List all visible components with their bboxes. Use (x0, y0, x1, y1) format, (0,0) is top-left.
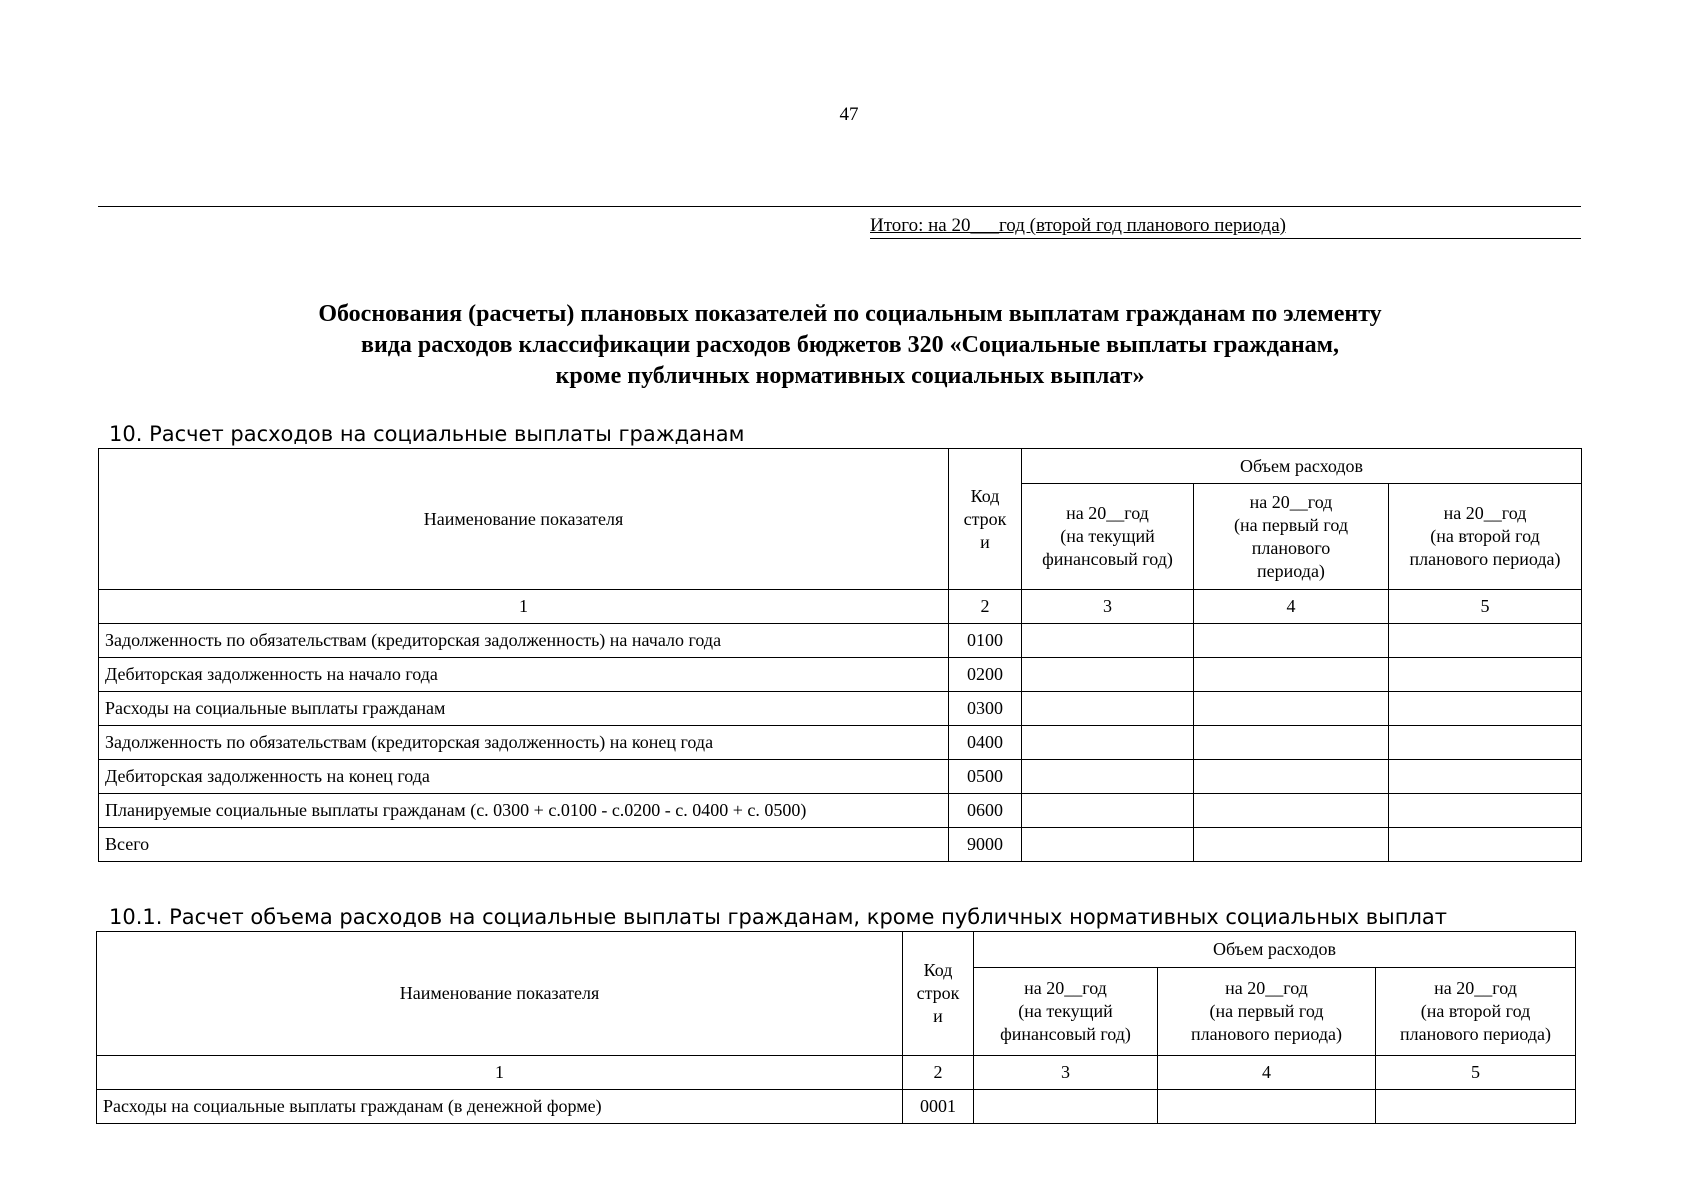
section-10-1-heading: 10.1. Расчет объема расходов на социальные выплаты гражданам, кроме публичных нормативных социальных выплат (109, 905, 1448, 929)
header-col-3-line-3: финансовый год) (1042, 549, 1173, 569)
value-cell[interactable] (1389, 692, 1582, 726)
row-code: 0200 (949, 658, 1022, 692)
title-line-1: Обоснования (расчеты) плановых показателей по социальным выплатам гражданам по элементу (318, 301, 1382, 327)
table-row (99, 794, 1582, 828)
header-code-line-1: Код (923, 960, 953, 980)
row-name: Дебиторская задолженность на начало года (99, 658, 949, 692)
column-number: 1 (97, 1056, 903, 1090)
header-col-4-line-2: (на первый год (1233, 514, 1349, 535)
header-code-line-3: и (933, 1006, 943, 1026)
header-col-3-line-2: (на текущий (1060, 526, 1155, 546)
value-cell[interactable] (1022, 624, 1194, 658)
row-code: 0300 (949, 692, 1022, 726)
value-cell[interactable] (1158, 1090, 1376, 1124)
header-name: Наименование показателя (99, 449, 949, 590)
header-col-5 (1376, 968, 1576, 1056)
column-number: 3 (1022, 590, 1194, 624)
section-10-heading: 10. Расчет расходов на социальные выплаты гражданам (109, 422, 745, 446)
table-row (99, 726, 1582, 760)
value-cell[interactable] (1194, 658, 1389, 692)
table-row (99, 624, 1582, 658)
column-number: 2 (949, 590, 1022, 624)
header-code-line-2: строк (963, 508, 1007, 529)
header-col-3 (1022, 484, 1194, 590)
value-cell[interactable] (1194, 624, 1389, 658)
header-name: Наименование показателя (97, 932, 903, 1056)
column-numbers-row (97, 1056, 1576, 1090)
column-number: 4 (1194, 590, 1389, 624)
header-col-4-line-2: (на первый год (1209, 1001, 1324, 1021)
table-row (99, 658, 1582, 692)
header-col-3-line-2: (на текущий (1018, 1001, 1113, 1021)
value-cell[interactable] (1022, 828, 1194, 862)
table-row (99, 760, 1582, 794)
row-name: Задолженность по обязательствам (кредиторская задолженность) на начало года (99, 624, 949, 658)
title-line-2: вида расходов классификации расходов бюджетов 320 «Социальные выплаты гражданам, (360, 332, 1340, 358)
row-name: Задолженность по обязательствам (кредиторская задолженность) на конец года (99, 726, 949, 760)
value-cell[interactable] (1022, 794, 1194, 828)
row-code: 0500 (949, 760, 1022, 794)
page-number: 47 (839, 104, 859, 125)
header-col-5-line-2: (на второй год (1420, 1001, 1531, 1021)
title-line-3: кроме публичных нормативных социальных выплат» (555, 363, 1145, 389)
row-code: 0600 (949, 794, 1022, 828)
header-code (903, 932, 974, 1056)
column-numbers-row (99, 590, 1582, 624)
value-cell[interactable] (1194, 692, 1389, 726)
top-rule (98, 206, 1581, 207)
header-col-5-line-3: планового периода) (1400, 1024, 1551, 1044)
header-col-5-line-1: на 20__год (1434, 978, 1517, 998)
header-col-3-line-1: на 20__год (1024, 978, 1107, 998)
value-cell[interactable] (1389, 726, 1582, 760)
header-code (949, 449, 1022, 590)
value-cell[interactable] (1022, 760, 1194, 794)
column-number: 4 (1158, 1056, 1376, 1090)
table-row (99, 828, 1582, 862)
value-cell[interactable] (1022, 692, 1194, 726)
value-cell[interactable] (1194, 794, 1389, 828)
column-number: 1 (99, 590, 949, 624)
row-code: 0100 (949, 624, 1022, 658)
table-row (99, 692, 1582, 726)
column-number: 2 (903, 1056, 974, 1090)
header-col-5-line-1: на 20__год (1443, 503, 1527, 523)
row-code: 0400 (949, 726, 1022, 760)
header-col-3-line-3: финансовый год) (1000, 1024, 1131, 1044)
row-name: Дебиторская задолженность на конец года (99, 760, 949, 794)
column-number: 5 (1376, 1056, 1576, 1090)
column-number: 3 (974, 1056, 1158, 1090)
header-col-4 (1158, 968, 1376, 1056)
header-code-line-2: строк (916, 983, 960, 1003)
header-code-line-1: Код (970, 485, 1000, 506)
header-col-4 (1194, 484, 1389, 590)
value-cell[interactable] (1022, 658, 1194, 692)
value-cell[interactable] (1376, 1090, 1576, 1124)
header-code-line-3: и (980, 531, 990, 552)
header-col-4-line-3: планового периода) (1191, 1024, 1342, 1044)
header-col-4-line-3: планового (1251, 537, 1331, 558)
header-col-4-line-4: периода) (1257, 560, 1325, 581)
value-cell[interactable] (1389, 794, 1582, 828)
row-name: Расходы на социальные выплаты гражданам (в денежной форме) (97, 1090, 903, 1124)
row-code: 9000 (949, 828, 1022, 862)
header-col-5 (1389, 484, 1582, 590)
header-col-5-line-2: (на второй год (1430, 526, 1540, 546)
header-col-3-line-1: на 20__год (1066, 503, 1149, 523)
header-col-4-line-1: на 20__год (1249, 491, 1333, 512)
column-number: 5 (1389, 590, 1582, 624)
value-cell[interactable] (1389, 658, 1582, 692)
header-col-3 (974, 968, 1158, 1056)
row-name: Всего (99, 828, 949, 862)
row-code: 0001 (903, 1090, 974, 1124)
itogo-line (870, 214, 1581, 239)
value-cell[interactable] (974, 1090, 1158, 1124)
value-cell[interactable] (1194, 828, 1389, 862)
value-cell[interactable] (1389, 760, 1582, 794)
header-col-5-line-3: планового периода) (1409, 549, 1561, 569)
header-volume: Объем расходов (1022, 449, 1582, 484)
header-volume: Объем расходов (974, 932, 1576, 968)
itogo-text: Итого: на 20___год (второй год планового периода) (870, 215, 1286, 236)
value-cell[interactable] (1389, 624, 1582, 658)
section-10-1-table (96, 931, 1576, 1124)
row-name: Планируемые социальные выплаты гражданам (с. 0300 + с.0100 - с.0200 - с. 0400 + с. 0500) (99, 794, 949, 828)
value-cell[interactable] (1194, 726, 1389, 760)
document-title (160, 299, 1540, 392)
value-cell[interactable] (1022, 726, 1194, 760)
row-name: Расходы на социальные выплаты гражданам (99, 692, 949, 726)
section-10-table (98, 448, 1582, 862)
value-cell[interactable] (1194, 760, 1389, 794)
header-col-4-line-1: на 20__год (1225, 978, 1308, 998)
table-row (97, 1090, 1576, 1124)
value-cell[interactable] (1389, 828, 1582, 862)
